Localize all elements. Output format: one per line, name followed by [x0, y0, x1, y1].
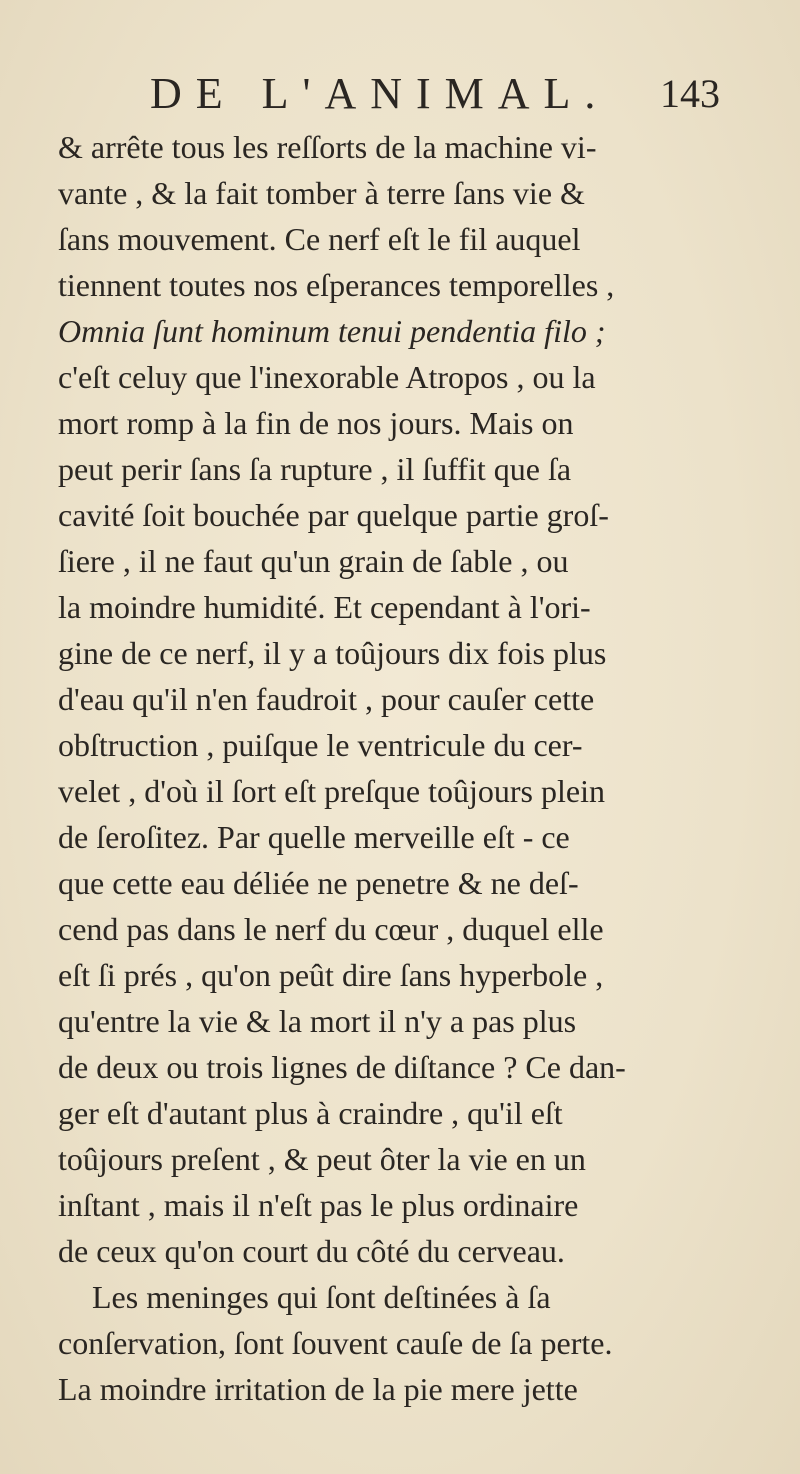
text-line: de ſeroſitez. Par quelle merveille eſt - ce	[58, 819, 570, 855]
text-line: gine de ce nerf, il y a toûjours dix fois plus	[58, 635, 607, 671]
text-line: cend pas dans le nerf du cœur , duquel elle	[58, 911, 604, 947]
text-line: peut perir ſans ſa rupture , il ſuffit que ſa	[58, 451, 572, 487]
text-line: tiennent toutes nos eſperances temporelles ,	[58, 267, 615, 303]
text-line: c'eſt celuy que l'inexorable Atropos , ou la	[58, 359, 596, 395]
text-line: ger eſt d'autant plus à craindre , qu'il eſt	[58, 1095, 563, 1131]
text-line: La moindre irritation de la pie mere jette	[58, 1371, 578, 1407]
text-line: que cette eau déliée ne penetre & ne deſ-	[58, 865, 579, 901]
text-line: eſt ſi prés , qu'on peût dire ſans hyperbole ,	[58, 957, 604, 993]
paragraph-start-line: Les meninges qui ſont deſtinées à ſa	[92, 1279, 551, 1315]
text-line: ſiere , il ne faut qu'un grain de ſable , ou	[58, 543, 569, 579]
text-line: la moindre humidité. Et cependant à l'ori-	[58, 589, 591, 625]
body-text	[58, 124, 748, 1412]
page-number: 143	[660, 71, 720, 116]
latin-quotation: Omnia ſunt hominum tenui pendentia filo ;	[58, 313, 606, 349]
text-line: vante , & la fait tomber à terre ſans vie &	[58, 175, 585, 211]
text-line: de ceux qu'on court du côté du cerveau.	[58, 1233, 565, 1269]
text-line: ſans mouvement. Ce nerf eſt le fil auquel	[58, 221, 581, 257]
text-line: d'eau qu'il n'en faudroit , pour cauſer cette	[58, 681, 595, 717]
text-line: qu'entre la vie & la mort il n'y a pas plus	[58, 1003, 577, 1039]
text-line: obſtruction , puiſque le ventricule du cer-	[58, 727, 583, 763]
text-line: mort romp à la fin de nos jours. Mais on	[58, 405, 574, 441]
page-header	[150, 68, 720, 128]
text-line: cavité ſoit bouchée par quelque partie groſ-	[58, 497, 609, 533]
text-line: inſtant , mais il n'eſt pas le plus ordinaire	[58, 1187, 579, 1223]
text-line: toûjours preſent , & peut ôter la vie en un	[58, 1141, 586, 1177]
text-line: velet , d'où il ſort eſt preſque toûjours plein	[58, 773, 605, 809]
text-line: de deux ou trois lignes de diſtance ? Ce dan-	[58, 1049, 626, 1085]
text-line: & arrête tous les reſſorts de la machine vi-	[58, 129, 597, 165]
text-line: conſervation, ſont ſouvent cauſe de ſa perte.	[58, 1325, 613, 1361]
running-title: DE L'ANIMAL.	[150, 69, 610, 118]
